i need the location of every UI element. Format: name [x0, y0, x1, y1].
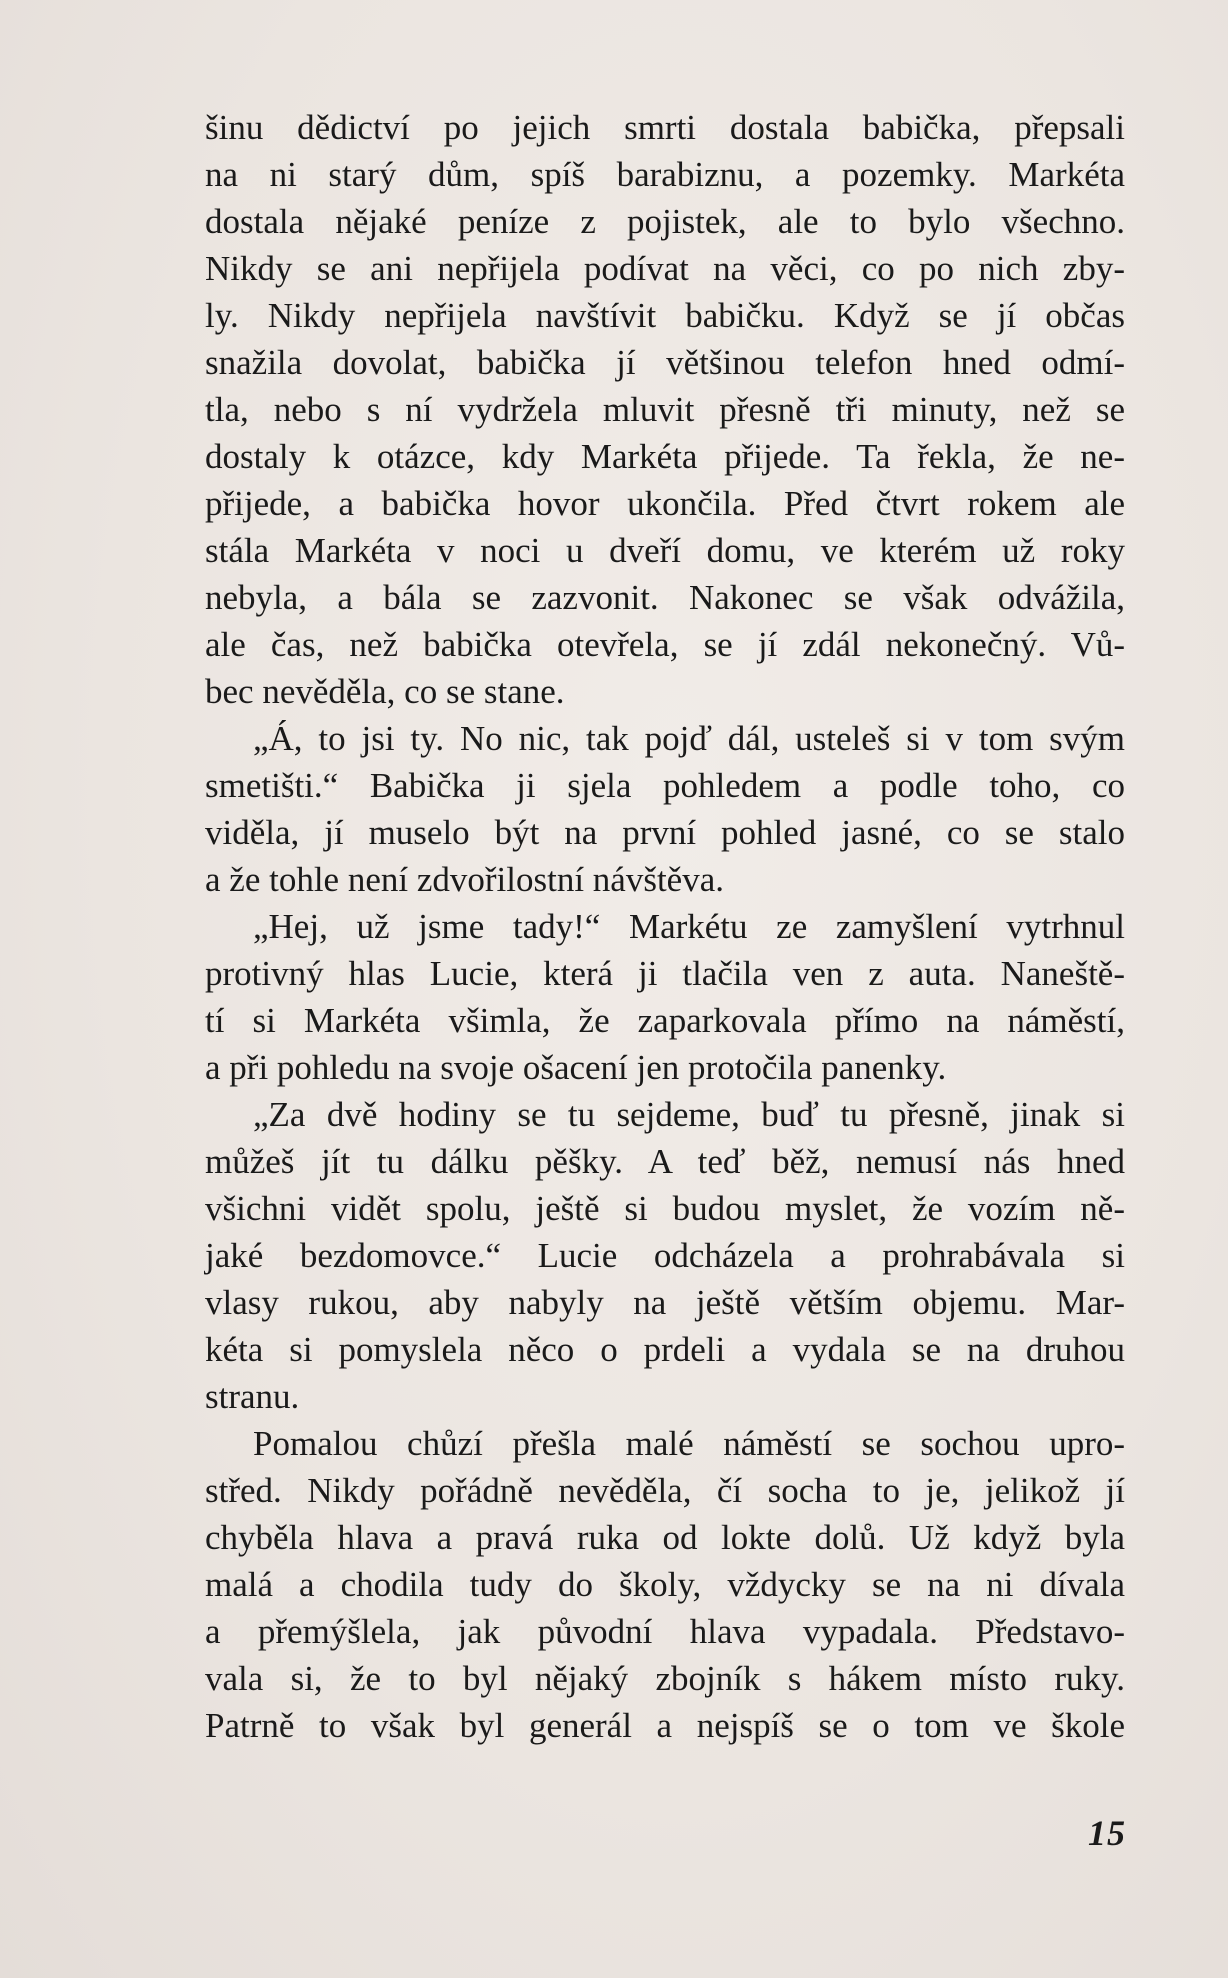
- text-line: Pomalou chůzí přešla malé náměstí se sochou upro-: [253, 1424, 1125, 1463]
- text-line: a při pohledu na svoje ošacení jen protočila panenky.: [205, 1048, 947, 1087]
- text-line: přijede, a babička hovor ukončila. Před čtvrt rokem ale: [205, 484, 1125, 523]
- text-line: všichni vidět spolu, ještě si budou myslet, že vozím ně-: [205, 1189, 1125, 1228]
- text-line: a přemýšlela, jak původní hlava vypadala. Představo-: [205, 1612, 1125, 1651]
- text-line: vlasy rukou, aby nabyly na ještě větším objemu. Mar-: [205, 1283, 1125, 1322]
- text-line: bec nevěděla, co se stane.: [205, 672, 565, 711]
- text-line: snažila dovolat, babička jí většinou telefon hned odmí-: [205, 343, 1125, 382]
- text-line: můžeš jít tu dálku pěšky. A teď běž, nemusí nás hned: [205, 1142, 1125, 1181]
- text-line: nebyla, a bála se zazvonit. Nakonec se však odvážila,: [205, 578, 1125, 617]
- page-number: 15: [1088, 1813, 1126, 1853]
- body-text: [205, 104, 1125, 1749]
- text-line: stranu.: [205, 1377, 300, 1416]
- text-line: střed. Nikdy pořádně nevěděla, čí socha to je, jelikož jí: [205, 1471, 1125, 1510]
- text-line: a že tohle není zdvořilostní návštěva.: [205, 860, 725, 899]
- text-line: tí si Markéta všimla, že zaparkovala přímo na náměstí,: [205, 1001, 1125, 1040]
- text-line: stála Markéta v noci u dveří domu, ve kterém už roky: [205, 531, 1125, 570]
- text-line: Nikdy se ani nepřijela podívat na věci, co po nich zby-: [205, 249, 1125, 288]
- text-line: tla, nebo s ní vydržela mluvit přesně tři minuty, než se: [205, 390, 1125, 429]
- text-line: ale čas, než babička otevřela, se jí zdál nekonečný. Vů-: [205, 625, 1125, 664]
- text-line: dostala nějaké peníze z pojistek, ale to bylo všechno.: [205, 202, 1125, 241]
- text-line: na ni starý dům, spíš barabiznu, a pozemky. Markéta: [205, 155, 1125, 194]
- text-line: protivný hlas Lucie, která ji tlačila ven z auta. Naneště-: [205, 954, 1125, 993]
- text-line: jaké bezdomovce.“ Lucie odcházela a prohrabávala si: [205, 1236, 1125, 1275]
- text-line: dostaly k otázce, kdy Markéta přijede. Ta řekla, že ne-: [205, 437, 1125, 476]
- text-line: Patrně to však byl generál a nejspíš se o tom ve škole: [205, 1706, 1125, 1745]
- text-line: smetišti.“ Babička ji sjela pohledem a podle toho, co: [205, 766, 1125, 805]
- text-line: „Hej, už jsme tady!“ Markétu ze zamyšlení vytrhnul: [253, 907, 1125, 946]
- text-line: „Za dvě hodiny se tu sejdeme, buď tu přesně, jinak si: [253, 1095, 1125, 1134]
- text-line: šinu dědictví po jejich smrti dostala babička, přepsali: [205, 108, 1125, 147]
- text-line: malá a chodila tudy do školy, vždycky se na ni dívala: [205, 1565, 1125, 1604]
- text-line: viděla, jí muselo být na první pohled jasné, co se stalo: [205, 813, 1125, 852]
- text-line: ly. Nikdy nepřijela navštívit babičku. Když se jí občas: [205, 296, 1125, 335]
- text-line: „Á, to jsi ty. No nic, tak pojď dál, usteleš si v tom svým: [253, 719, 1125, 758]
- text-line: vala si, že to byl nějaký zbojník s hákem místo ruky.: [205, 1659, 1125, 1698]
- text-line: chyběla hlava a pravá ruka od lokte dolů. Už když byla: [205, 1518, 1125, 1557]
- text-line: kéta si pomyslela něco o prdeli a vydala se na druhou: [205, 1330, 1125, 1369]
